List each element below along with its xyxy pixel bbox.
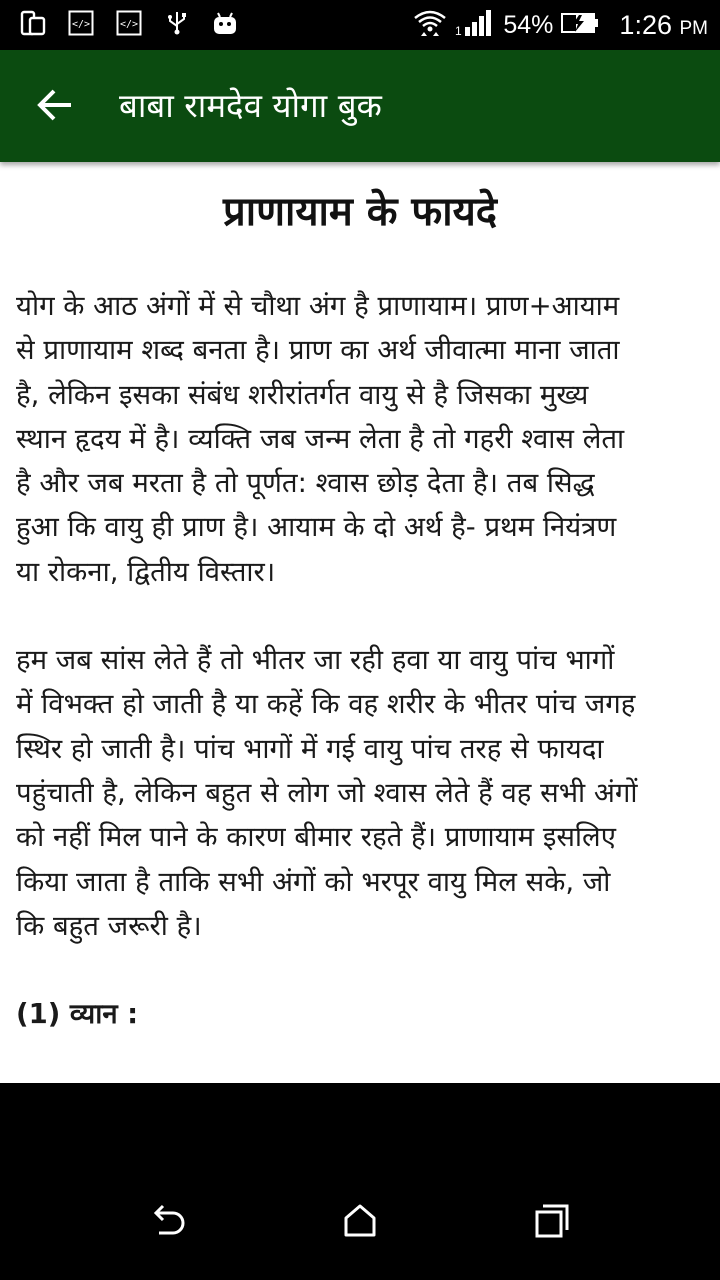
article-paragraph: हम जब सांस लेते हैं तो भीतर जा रही हवा या वायु पांच भागों में विभक्त हो जाती है या कहें कि वह शरीर के भीतर पांच जगह स्थिर हो जाती है। पांच भागों में गई वायु पांच तरह से फायदा पहुंचाती है, लेकिन बहुत से लोग जो श्वास लेते हैं वह सभी अंगों को नहीं मिल पाने के कारण बीमार रहते हैं। प्राणायाम इसलिए किया जाता है ताकि सभी अंगों को भरपूर वायु मिल सके, जो कि बहुत जरूरी है। [16,644,638,942]
usb-icon [164,10,190,36]
section-heading: (1) व्यान : [16,998,139,1031]
battery-charging-icon [561,12,601,39]
navigation-bar [0,1083,720,1280]
svg-text:1: 1 [455,23,463,38]
article-title: प्राणायाम के फायदे [222,189,498,235]
phone-tablet-icon [20,10,46,36]
nav-recents-button[interactable] [522,1193,582,1253]
back-button[interactable] [30,82,80,132]
nav-home-button[interactable] [330,1193,390,1253]
code-icon [68,10,94,36]
notification-icons [20,10,238,36]
status-bar [0,0,720,50]
code-icon [116,10,142,36]
android-icon [212,10,238,36]
article-scroll-view[interactable] [0,162,720,1083]
clock [619,10,708,41]
arrow-back-icon [35,85,75,129]
svg-text:</>: </> [119,19,139,30]
recents-icon [532,1201,572,1245]
article-paragraph: योग के आठ अंगों में से चौथा अंग है प्राणायाम। प्राण+आयाम से प्राणायाम शब्द बनता है। प्राण का अर्थ जीवात्मा माना जाता है, लेकिन इसका संबंध शरीरांतर्गत वायु से है जिसका मुख्य स्थान हृदय में है। व्यक्ति जब जन्म लेता है तो गहरी श्वास लेता है और जब मरता है तो पूर्णत: श्वास छोड़ देता है। तब सिद्ध हुआ कि वायु ही प्राण है। आयाम के दो अर्थ है- प्रथम नियंत्रण या रोकना, द्वितीय विस्तार। [16,290,625,588]
svg-text:</>: </> [71,19,91,30]
wifi-icon [413,8,447,43]
battery-percent: 54% [503,10,554,39]
signal-icon [455,9,495,42]
clock-time: 1:26 [619,9,672,40]
article-body [16,284,708,1169]
clock-suffix: PM [679,17,708,39]
home-icon [340,1201,380,1245]
system-status [413,8,708,42]
back-nav-icon [147,1201,187,1245]
app-title: बाबा रामदेव योगा बुक [119,86,382,125]
nav-back-button[interactable] [137,1193,197,1253]
app-bar [0,50,720,162]
